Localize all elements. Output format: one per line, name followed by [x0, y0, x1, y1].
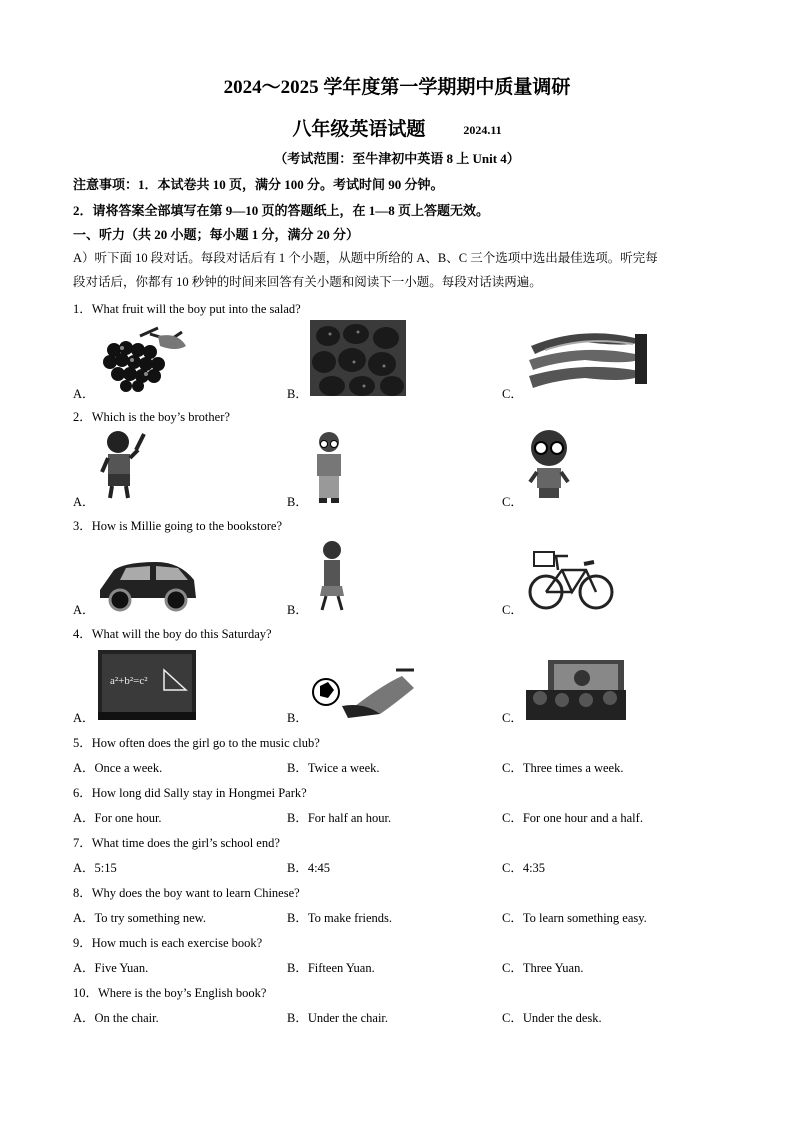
bicycle-picture	[528, 542, 614, 612]
q6-option-a: A．For one hour.	[73, 811, 162, 825]
q3-option-b: B．	[287, 603, 308, 617]
note-2: 2．请将答案全部填写在第 9—10 页的答题纸上，在 1—8 页上答题无效。	[73, 203, 490, 218]
question-8: 8．Why does the boy want to learn Chinese?	[73, 886, 300, 900]
q7-option-c: C．4:35	[502, 861, 546, 875]
q8-option-c: C．To learn something easy.	[502, 911, 647, 925]
exam-date: 2024.11	[463, 123, 502, 138]
q3-option-a: A．	[73, 603, 95, 617]
car-picture	[96, 556, 200, 614]
football-kick-picture	[310, 666, 414, 720]
note-1: 注意事项：1．本试卷共 10 页，满分 100 分。考试时间 90 分钟。	[73, 177, 444, 192]
q2-option-a: A．	[73, 495, 95, 509]
q5-option-a: A．Once a week.	[73, 761, 163, 775]
subtitle-text: 八年级英语试题	[292, 119, 426, 140]
q4-option-c: C．	[502, 711, 523, 725]
section-instruction-1: A）听下面 10 段对话。每段对话后有 1 个小题，从题中所给的 A、B、C 三个选项中选出最佳选项。听完每	[73, 251, 658, 265]
bananas-picture	[525, 320, 650, 396]
girl-walking-picture	[314, 540, 350, 612]
q7-option-a: A．5:15	[73, 861, 117, 875]
exam-title: 2024～2025 学年度第一学期期中质量调研	[223, 77, 571, 98]
q9-option-a: A．Five Yuan.	[73, 961, 149, 975]
q9-option-c: C．Three Yuan.	[502, 961, 584, 975]
question-6: 6．How long did Sally stay in Hongmei Park?	[73, 786, 307, 800]
q8-option-b: B．To make friends.	[287, 911, 393, 925]
q7-option-b: B．4:45	[287, 861, 331, 875]
q2-option-b: B．	[287, 495, 308, 509]
q3-option-c: C．	[502, 603, 523, 617]
q1-option-a: A．	[73, 387, 95, 401]
math-formula: a²+b²=c²	[110, 675, 148, 687]
blackboard-math-picture	[98, 650, 196, 720]
boy-big-glasses-picture	[524, 428, 574, 502]
q1-option-b: B．	[287, 387, 308, 401]
q9-option-b: B．Fifteen Yuan.	[287, 961, 375, 975]
q1-option-c: C．	[502, 387, 523, 401]
q2-option-c: C．	[502, 495, 523, 509]
exam-scope: （考试范围：至牛津初中英语 8 上 Unit 4）	[274, 151, 520, 166]
question-7: 7．What time does the girl’s school end?	[73, 836, 280, 850]
question-4: 4．What will the boy do this Saturday?	[73, 627, 272, 641]
q8-option-a: A．To try something new.	[73, 911, 207, 925]
section-heading: 一、听力（共 20 小题；每小题 1 分，满分 20 分）	[73, 227, 360, 242]
cinema-picture	[526, 656, 626, 720]
section-instruction-2: 段对话后，你都有 10 秒钟的时间来回答有关小题和阅读下一小题。每段对话读两遍。	[73, 275, 542, 289]
q10-option-a: A．On the chair.	[73, 1011, 159, 1025]
q10-option-c: C．Under the desk.	[502, 1011, 602, 1025]
q6-option-c: C．For one hour and a half.	[502, 811, 643, 825]
question-1: 1．What fruit will the boy put into the salad?	[73, 302, 301, 316]
strawberries-picture	[310, 320, 406, 396]
question-9: 9．How much is each exercise book?	[73, 936, 263, 950]
q4-option-b: B．	[287, 711, 308, 725]
q10-option-b: B．Under the chair.	[287, 1011, 389, 1025]
q5-option-b: B．Twice a week.	[287, 761, 380, 775]
q6-option-b: B．For half an hour.	[287, 811, 392, 825]
question-3: 3．How is Millie going to the bookstore?	[73, 519, 283, 533]
q4-option-a: A．	[73, 711, 95, 725]
exam-subtitle	[0, 114, 794, 141]
q5-option-c: C．Three times a week.	[502, 761, 624, 775]
boy-waving-picture	[96, 428, 148, 502]
question-10: 10．Where is the boy’s English book?	[73, 986, 267, 1000]
question-2: 2．Which is the boy’s brother?	[73, 410, 230, 424]
question-5: 5．How often does the girl go to the music club?	[73, 736, 320, 750]
grapes-picture	[100, 326, 192, 394]
boy-glasses-picture	[309, 430, 349, 504]
